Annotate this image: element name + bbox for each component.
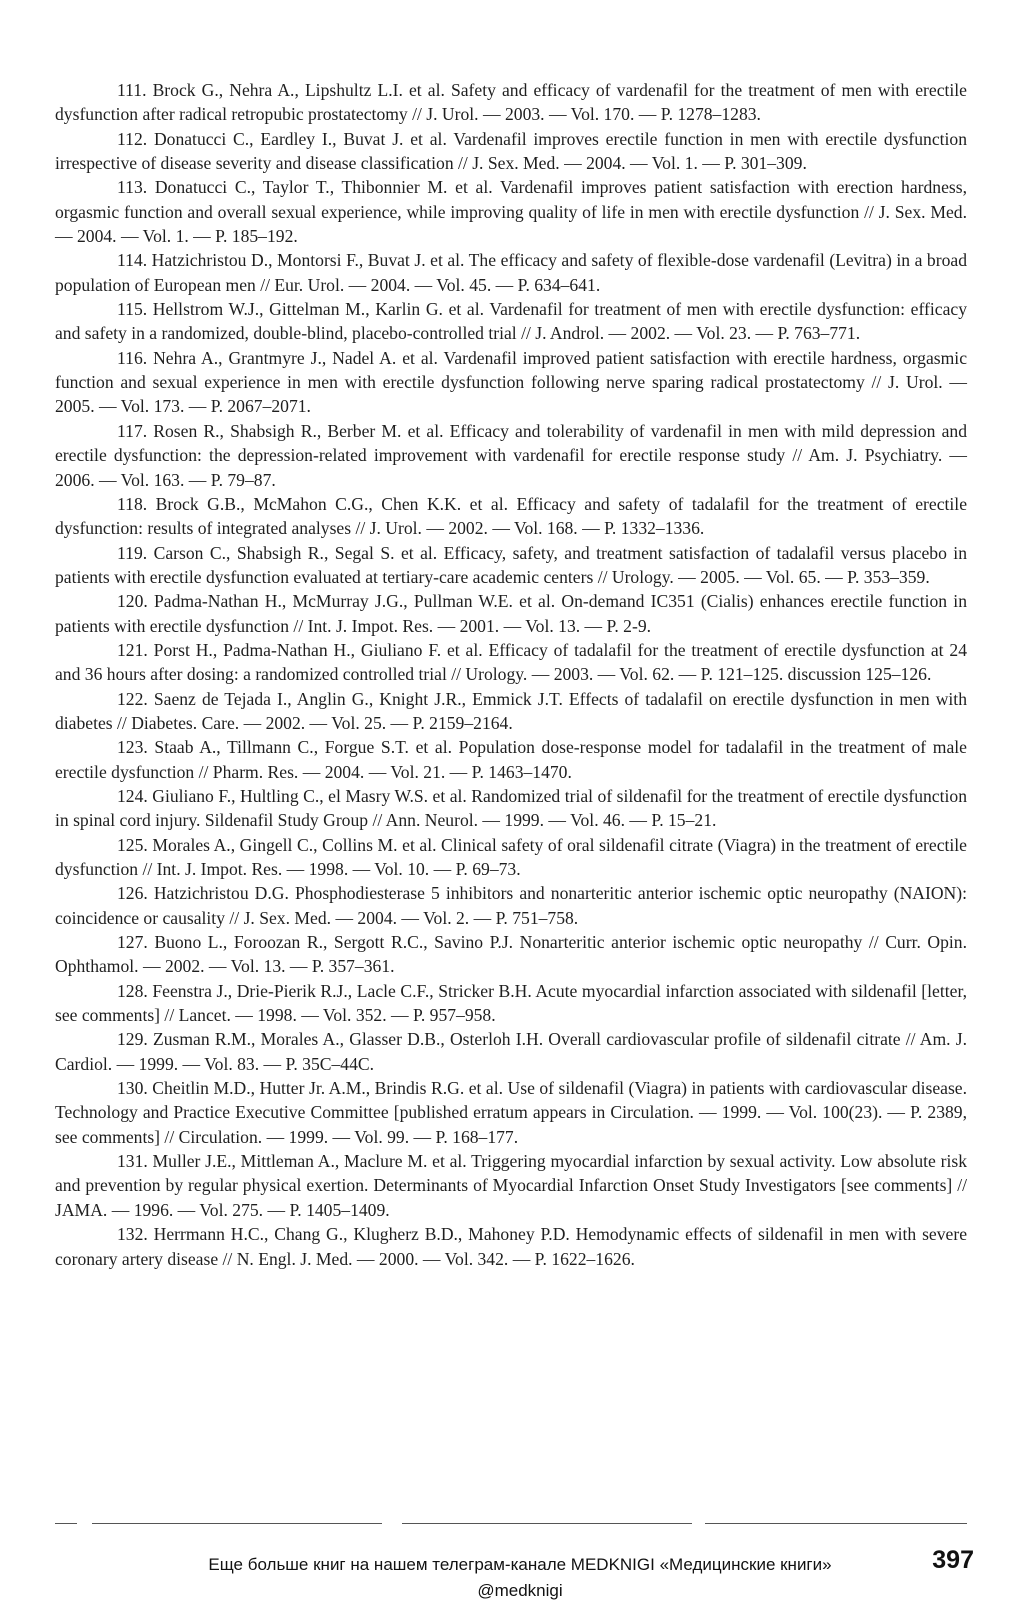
reference-122: 122. Saenz de Tejada I., Anglin G., Knight J.R., Emmick J.T. Effects of tadalafil on erectile dysfunction in men with diabetes // Diabetes. Care. — 2002. — Vol. 25. — P. 2159–2164. — [55, 688, 967, 733]
footer-promo-line: Еще больше книг на нашем телеграм-канале MEDKNIGI «Медицинские книги» — [208, 1555, 832, 1574]
footer-rule — [402, 1523, 692, 1524]
reference-111: 111. Brock G., Nehra A., Lipshultz L.I. et al. Safety and efficacy of vardenafil for the treatment of men with erectile dysfunction after radical retropubic prostatectomy // J. Urol. — 2003. — Vol. 170. — P. 1278–1283. — [55, 80, 967, 125]
footer-rule — [92, 1523, 382, 1524]
reference-112: 112. Donatucci C., Eardley I., Buvat J. et al. Vardenafil improves erectile function in men with erectile dysfunction irrespective of disease severity and disease classification // J. Sex. Med. — 2004. — Vol. 1. — P. 301–309. — [55, 128, 967, 174]
reference-128: 128. Feenstra J., Drie-Pierik R.J., Lacle C.F., Stricker B.H. Acute myocardial infarction associated with sildenafil [letter, see comments] // Lancet. — 1998. — Vol. 352. — P. 957–958. — [55, 980, 967, 1026]
reference-124: 124. Giuliano F., Hultling C., el Masry W.S. et al. Randomized trial of sildenafil for the treatment of erectile dysfunction in spinal cord injury. Sildenafil Study Group // Ann. Neurol. — 1999. — Vol. 46. — P. 15–21. — [55, 785, 967, 831]
reference-120: 120. Padma-Nathan H., McMurray J.G., Pullman W.E. et al. On-demand IC351 (Cialis) enhances erectile function in patients with erectile dysfunction // Int. J. Impot. Res. — 2001. — Vol. 13. — P. 2-9. — [55, 591, 967, 636]
reference-list — [55, 78, 967, 1271]
reference-129: 129. Zusman R.M., Morales A., Glasser D.B., Osterloh I.H. Overall cardiovascular profile of sildenafil citrate // Am. J. Cardiol. — 1999. — Vol. 83. — P. 35C–44C. — [55, 1029, 967, 1074]
reference-115: 115. Hellstrom W.J., Gittelman M., Karlin G. et al. Vardenafil for treatment of men with erectile dysfunction: efficacy and safety in a randomized, double-blind, placebo-controlled trial // J. Androl. — 2002. — Vol. 23. — P. 763–771. — [55, 299, 967, 344]
reference-116: 116. Nehra A., Grantmyre J., Nadel A. et al. Vardenafil improved patient satisfaction with erectile hardness, orgasmic function and sexual experience in men with erectile dysfunction following nerve sparing radical prostatectomy // J. Urol. — 2005. — Vol. 173. — P. 2067–2071. — [55, 347, 967, 417]
reference-131: 131. Muller J.E., Mittleman A., Maclure M. et al. Triggering myocardial infarction by sexual activity. Low absolute risk and prevention by regular physical exertion. Determinants of Myocardial Infarction Onset Study Investigators [see comments] // JAMA. — 1996. — Vol. 275. — P. 1405–1409. — [55, 1151, 967, 1220]
footer-handle: @medknigi — [477, 1581, 563, 1600]
reference-132: 132. Herrmann H.C., Chang G., Klugherz B.D., Mahoney P.D. Hemodynamic effects of sildenafil in men with severe coronary artery disease // N. Engl. J. Med. — 2000. — Vol. 342. — P. 1622–1626. — [55, 1224, 967, 1269]
reference-123: 123. Staab A., Tillmann C., Forgue S.T. et al. Population dose-response model for tadalafil in the treatment of male erectile dysfunction // Pharm. Res. — 2004. — Vol. 21. — P. 1463–1470. — [55, 737, 967, 782]
reference-113: 113. Donatucci C., Taylor T., Thibonnier M. et al. Vardenafil improves patient satisfaction with erection hardness, orgasmic function and overall sexual experience, while improving quality of life in men with erectile dysfunction // J. Sex. Med. — 2004. — Vol. 1. — P. 185–192. — [55, 177, 967, 247]
footer-rule — [705, 1523, 967, 1524]
reference-130: 130. Cheitlin M.D., Hutter Jr. A.M., Brindis R.G. et al. Use of sildenafil (Viagra) in patients with cardiovascular disease. Technology and Practice Executive Committee [published erratum appears in Circulation. — 1999. — Vol. 100(23). — P. 2389, see comments] // Circulation. — 1999. — Vol. 99. — P. 168–177. — [55, 1078, 967, 1147]
reference-117: 117. Rosen R., Shabsigh R., Berber M. et al. Efficacy and tolerability of vardenafil in men with mild depression and erectile dysfunction: the depression-related improvement with vardenafil for erectile response study // Am. J. Psychiatry. — 2006. — Vol. 163. — P. 79–87. — [55, 420, 967, 490]
footer-promo — [130, 1552, 910, 1604]
footer-rule — [55, 1523, 77, 1524]
reference-118: 118. Brock G.B., McMahon C.G., Chen K.K. et al. Efficacy and safety of tadalafil for the treatment of erectile dysfunction: results of integrated analyses // J. Urol. — 2002. — Vol. 168. — P. 1332–1336. — [55, 493, 967, 539]
reference-114: 114. Hatzichristou D., Montorsi F., Buvat J. et al. The efficacy and safety of flexible-dose vardenafil (Levitra) in a broad population of European men // Eur. Urol. — 2004. — Vol. 45. — P. 634–641. — [55, 250, 967, 295]
reference-126: 126. Hatzichristou D.G. Phosphodiesterase 5 inhibitors and nonarteritic anterior ischemic optic neuropathy (NAION): coincidence or causality // J. Sex. Med. — 2004. — Vol. 2. — P. 751–758. — [55, 883, 967, 928]
reference-125: 125. Morales A., Gingell C., Collins M. et al. Clinical safety of oral sildenafil citrate (Viagra) in the treatment of erectile dysfunction // Int. J. Impot. Res. — 1998. — Vol. 10. — P. 69–73. — [55, 834, 967, 879]
reference-127: 127. Buono L., Foroozan R., Sergott R.C., Savino P.J. Nonarteritic anterior ischemic optic neuropathy // Curr. Opin. Ophthamol. — 2002. — Vol. 13. — P. 357–361. — [55, 932, 967, 977]
page-number: 397 — [932, 1546, 974, 1574]
reference-119: 119. Carson C., Shabsigh R., Segal S. et al. Efficacy, safety, and treatment satisfaction of tadalafil versus placebo in patients with erectile dysfunction evaluated at tertiary-care academic centers // Urology. — 2005. — Vol. 65. — P. 353–359. — [55, 542, 967, 587]
reference-121: 121. Porst H., Padma-Nathan H., Giuliano F. et al. Efficacy of tadalafil for the treatment of erectile dysfunction at 24 and 36 hours after dosing: a randomized controlled trial // Urology. — 2003. — Vol. 62. — P. 121–125. discussion 125–126. — [55, 639, 967, 685]
